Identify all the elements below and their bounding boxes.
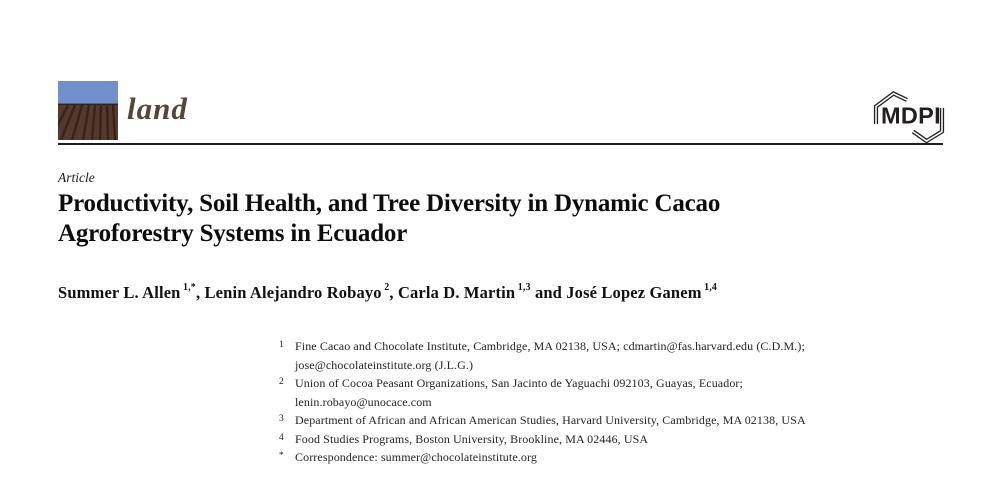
affiliation-marker: 1 — [279, 340, 284, 350]
land-journal-logo-icon — [58, 81, 118, 140]
author-name: Carla D. Martin — [397, 282, 516, 302]
affiliation-item — [279, 430, 959, 449]
affiliation-list — [279, 337, 959, 467]
affiliation-text: Department of African and African American Studies, Harvard University, Cambridge, MA 02138, USA — [295, 413, 806, 427]
affiliation-item-correspondence — [279, 448, 959, 467]
affiliation-text: Union of Cocoa Peasant Organizations, San Jacinto de Yaguachi 092103, Guayas, Ecuador; lenin.robayo@unocace.com — [295, 376, 743, 409]
mdpi-logo-text: MDPI — [881, 102, 941, 129]
affiliation-marker: 2 — [279, 377, 284, 387]
affiliation-marker: 3 — [279, 414, 284, 424]
affiliation-marker: 4 — [279, 432, 284, 443]
article-type-label: Article — [58, 170, 95, 185]
correspondence-marker: * — [279, 451, 284, 461]
journal-wordmark: land — [127, 91, 188, 126]
affiliation-text: Food Studies Programs, Boston University, Brookline, MA 02446, USA — [295, 431, 649, 446]
author-name: José Lopez Ganem — [566, 282, 702, 302]
author-separator: , — [389, 282, 398, 302]
author-affil-sup: 1,4 — [704, 282, 718, 293]
mdpi-logo — [866, 90, 954, 144]
author-separator: , — [195, 282, 205, 302]
affiliation-text: Fine Cacao and Chocolate Institute, Cambridge, MA 02138, USA; cdmartin@fas.harvard.edu (C.D.M.); jose@chocolateinstitute.org (J.L.G.) — [295, 339, 805, 372]
author-list — [58, 278, 918, 303]
author-affil-sup: 1,* — [183, 282, 196, 293]
affiliation-item — [279, 337, 959, 374]
author — [398, 283, 566, 302]
author-separator: and — [530, 282, 567, 302]
author-affil-sup: 1,3 — [517, 282, 531, 293]
author-name: Lenin Alejandro Robayo — [204, 282, 382, 302]
paper-title-line-1: Productivity, Soil Health, and Tree Diversity in Dynamic Cacao — [58, 190, 721, 217]
author — [566, 283, 717, 302]
paper-title — [58, 189, 898, 249]
author-affil-sup: 2 — [384, 282, 390, 293]
author — [58, 283, 205, 302]
author-name: Summer L. Allen — [58, 282, 181, 302]
header-divider — [58, 143, 943, 145]
affiliation-item — [279, 374, 959, 411]
affiliation-item — [279, 411, 959, 430]
correspondence-text: Correspondence: summer@chocolateinstitute.org — [295, 450, 537, 464]
paper-title-line-2: Agroforestry Systems in Ecuador — [58, 220, 408, 247]
author — [205, 283, 398, 302]
